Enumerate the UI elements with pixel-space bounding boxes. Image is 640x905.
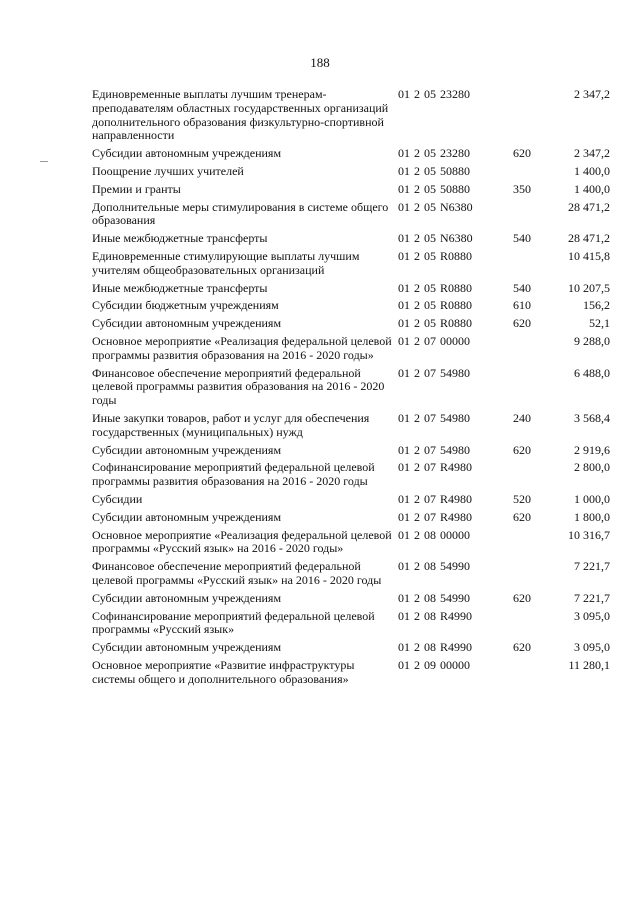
row-name: Субсидии — [92, 491, 143, 506]
row-code: 01 2 05 R0880 — [398, 298, 473, 313]
row-code: 01 2 05 R0880 — [398, 316, 473, 331]
row-code: 01 2 07 R4980 — [398, 460, 473, 475]
row-code: 01 2 07 R4980 — [398, 491, 473, 506]
table-row — [92, 412, 612, 440]
row-name: Субсидии автономным учреждениям — [92, 316, 282, 331]
row-amount: 2 919,6 — [574, 442, 610, 457]
row-expense-type: 350 — [513, 181, 531, 196]
row-name: Софинансирование мероприятий федеральной целевой программы «Русский язык» — [92, 608, 375, 637]
row-name: Иные закупки товаров, работ и услуг для обеспечения государственных (муниципальных) нужд — [92, 410, 370, 439]
table-row — [92, 444, 612, 458]
row-expense-type: 620 — [513, 640, 531, 655]
row-name: Субсидии бюджетным учреждениям — [92, 298, 279, 313]
row-amount: 2 800,0 — [574, 460, 610, 475]
table-row — [92, 592, 612, 606]
table-row — [92, 88, 612, 143]
table-row — [92, 461, 612, 489]
table-row — [92, 641, 612, 655]
row-name: Финансовое обеспечение мероприятий федеральной целевой программы развития образования на 2016 - 2020 годы — [92, 365, 385, 408]
table-row — [92, 147, 612, 161]
row-amount: 10 207,5 — [568, 280, 610, 295]
row-name: Основное мероприятие «Реализация федеральной целевой программы развития образования на 2016 - 2020 годы» — [92, 333, 392, 362]
row-name: Финансовое обеспечение мероприятий федеральной целевой программы «Русский язык» на 2016 - 2020 годы — [92, 559, 382, 587]
row-code: 01 2 05 N6380 — [398, 231, 473, 246]
page-number: 188 — [310, 55, 330, 70]
row-code: 01 2 07 54980 — [398, 442, 470, 457]
row-code: 01 2 08 00000 — [398, 527, 470, 542]
row-amount: 1 000,0 — [574, 491, 610, 506]
table-row — [92, 183, 612, 197]
row-code: 01 2 08 54990 — [398, 590, 470, 605]
table-row — [92, 560, 612, 588]
row-amount: 52,1 — [589, 316, 610, 331]
row-code: 01 2 07 54980 — [398, 410, 470, 425]
row-code: 01 2 07 R4980 — [398, 509, 473, 524]
row-amount: 1 800,0 — [574, 509, 610, 524]
row-name: Субсидии автономным учреждениям — [92, 590, 282, 605]
row-name: Субсидии автономным учреждениям — [92, 640, 282, 655]
table-row — [92, 282, 612, 296]
row-amount: 1 400,0 — [574, 181, 610, 196]
table-row — [92, 165, 612, 179]
row-amount: 3 095,0 — [574, 640, 610, 655]
row-code: 01 2 05 R0880 — [398, 248, 473, 263]
row-code: 01 2 05 23280 — [398, 87, 470, 101]
row-name: Основное мероприятие «Реализация федеральной целевой программы «Русский язык» на 2016 - 2020 годы» — [92, 527, 392, 556]
row-code: 01 2 08 R4990 — [398, 640, 473, 655]
row-amount: 3 095,0 — [574, 608, 610, 623]
row-code: 01 2 08 R4990 — [398, 608, 473, 623]
row-code: 01 2 05 N6380 — [398, 199, 473, 214]
row-expense-type: 540 — [513, 231, 531, 246]
row-amount: 7 221,7 — [574, 559, 610, 574]
row-expense-type: 520 — [513, 491, 531, 506]
row-name: Единовременные стимулирующие выплаты лучшим учителям общеобразовательных организаций — [92, 248, 360, 277]
row-name: Дополнительные меры стимулирования в системе общего образования — [92, 199, 389, 228]
row-expense-type — [513, 250, 553, 278]
row-expense-type — [513, 201, 553, 229]
table-row — [92, 529, 612, 557]
table-row — [92, 659, 612, 687]
table-row — [92, 250, 612, 278]
row-expense-type — [513, 461, 553, 489]
table-row — [92, 335, 612, 363]
row-expense-type: 620 — [513, 316, 531, 331]
row-name: Поощрение лучших учителей — [92, 163, 244, 178]
row-amount: 6 488,0 — [574, 365, 610, 380]
row-amount: 10 415,8 — [568, 248, 610, 263]
row-code: 01 2 07 00000 — [398, 333, 470, 348]
table-row — [92, 511, 612, 525]
row-amount: 7 221,7 — [574, 590, 610, 605]
row-expense-type — [513, 367, 553, 408]
row-name: Иные межбюджетные трансферты — [92, 231, 268, 246]
table-row — [92, 367, 612, 408]
table-row — [92, 317, 612, 331]
row-name: Субсидии автономным учреждениям — [92, 509, 282, 524]
row-code: 01 2 05 50880 — [398, 163, 470, 178]
row-amount: 1 400,0 — [574, 163, 610, 178]
row-amount: 11 280,1 — [568, 657, 610, 672]
row-expense-type: 620 — [513, 146, 531, 161]
table-row — [92, 201, 612, 229]
row-expense-type: 620 — [513, 590, 531, 605]
row-amount: 2 347,2 — [574, 87, 610, 101]
row-name: Субсидии автономным учреждениям — [92, 442, 282, 457]
margin-mark — [40, 161, 48, 162]
row-name: Основное мероприятие «Развитие инфраструктуры системы общего и дополнительного образования» — [92, 657, 355, 686]
row-code: 01 2 08 54990 — [398, 559, 470, 574]
table-row — [92, 299, 612, 313]
row-expense-type — [513, 165, 553, 179]
row-amount: 10 316,7 — [568, 527, 610, 542]
row-code: 01 2 05 23280 — [398, 146, 470, 161]
row-expense-type: 610 — [513, 298, 531, 313]
row-amount: 2 347,2 — [574, 146, 610, 161]
row-code: 01 2 07 54980 — [398, 365, 470, 380]
row-expense-type — [513, 610, 553, 638]
row-amount: 28 471,2 — [568, 199, 610, 214]
row-expense-type — [513, 335, 553, 363]
table-row — [92, 610, 612, 638]
row-expense-type: 240 — [513, 410, 531, 425]
row-expense-type — [513, 560, 553, 588]
row-expense-type: 620 — [513, 509, 531, 524]
row-amount: 9 288,0 — [574, 333, 610, 348]
row-code: 01 2 05 50880 — [398, 181, 470, 196]
row-amount: 156,2 — [583, 298, 610, 313]
row-expense-type: 620 — [513, 442, 531, 457]
table-row — [92, 232, 612, 246]
row-name: Премии и гранты — [92, 181, 181, 196]
row-expense-type: 540 — [513, 280, 531, 295]
row-code: 01 2 05 R0880 — [398, 280, 473, 295]
table-row — [92, 493, 612, 507]
row-name: Иные межбюджетные трансферты — [92, 280, 268, 295]
row-expense-type — [513, 529, 553, 557]
row-amount: 3 568,4 — [574, 410, 610, 425]
row-expense-type — [513, 659, 553, 687]
row-name: Софинансирование мероприятий федеральной целевой программы развития образования на 2016 - 2020 годы — [92, 460, 375, 489]
row-expense-type — [513, 88, 553, 143]
row-name: Единовременные выплаты лучшим тренерам-преподавателям областных государственных организаций дополнительного образования физкультурно-спортивной направленности — [92, 87, 389, 143]
row-code: 01 2 09 00000 — [398, 657, 470, 672]
row-name: Субсидии автономным учреждениям — [92, 146, 282, 161]
row-amount: 28 471,2 — [568, 231, 610, 246]
budget-table — [92, 88, 612, 690]
